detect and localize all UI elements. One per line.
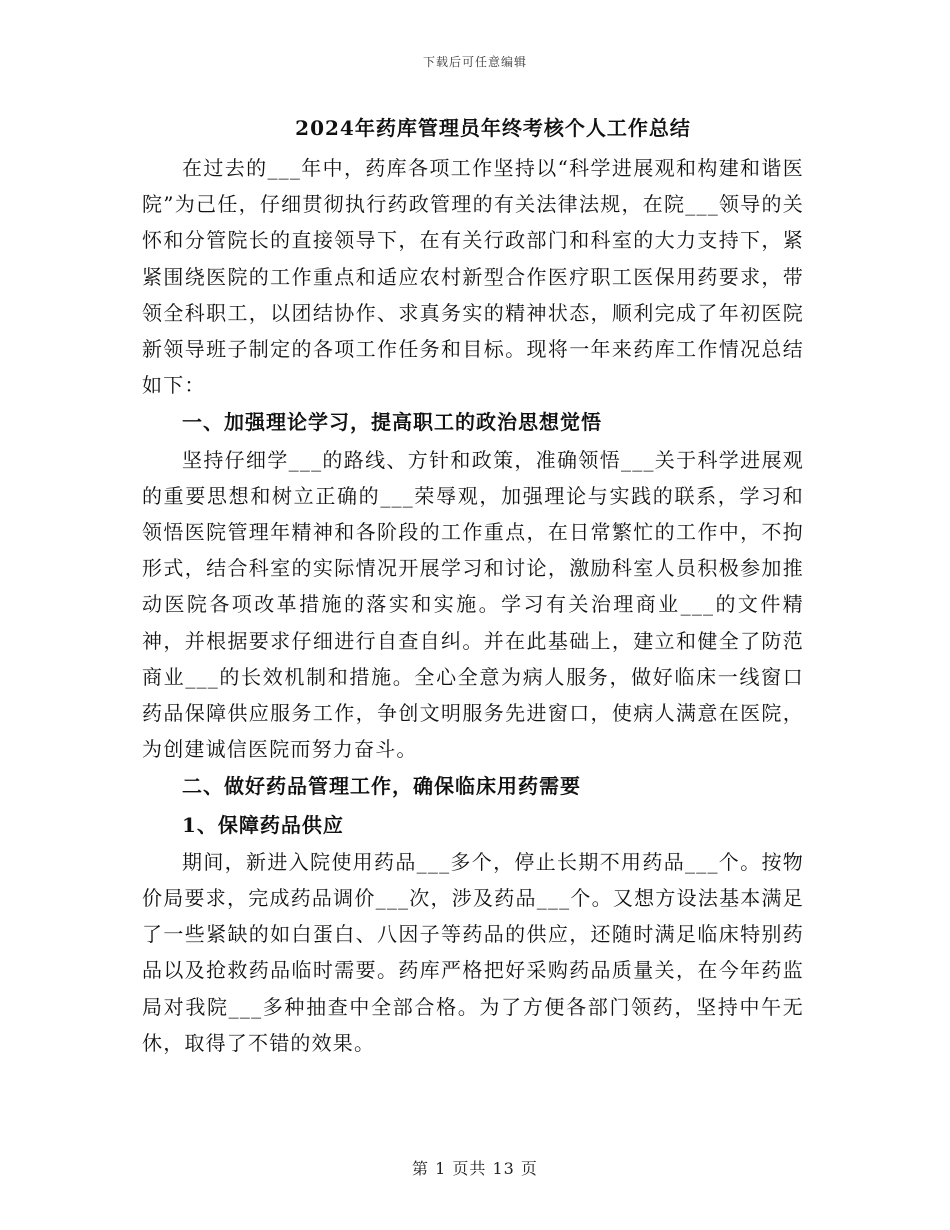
paragraph-drug-supply: 期间，新进入院使用药品___多个，停止长期不用药品___个。按物价局要求，完成药品调价___次，涉及药品___个。又想方设法基本满足了一些紧缺的如白蛋白、八因子等药品的供应，还随时满足临床特别药品以及抢救药品临时需要。药库严格把好采购药品质量关，在今年药监局对我院___多种抽查中全部合格。为了方便各部门领药，坚持中午无休，取得了不错的效果。 [142, 849, 804, 1055]
section-heading-2: 二、做好药品管理工作，确保临床用药需要 [182, 774, 581, 799]
document-title: 2024年药库管理员年终考核个人工作总结 [295, 116, 691, 140]
header-note: 下载后可任意编辑 [422, 55, 527, 69]
section-heading-1: 一、加强理论学习，提高职工的政治思想觉悟 [182, 410, 602, 435]
page-number-footer: 第 1 页共 13 页 [412, 1159, 538, 1178]
subsection-heading-1: 1、保障药品供应 [182, 812, 344, 837]
paragraph-intro: 在过去的___年中，药库各项工作坚持以“科学进展观和构建和谐医院”为己任，仔细贯彻执行药政管理的有关法律法规，在院___领导的关怀和分管院长的直接领导下，在有关行政部门和科室的大力支持下，紧紧围绕医院的工作重点和适应农村新型合作医疗职工医保用药要求，带领全科职工，以团结协作、求真务实的精神状态，顺利完成了年初医院新领导班子制定的各项工作任务和目标。现将一年来药库工作情况总结如下： [142, 156, 804, 398]
document-body [142, 108, 804, 1061]
paragraph-theory-study: 坚持仔细学___的路线、方针和政策，准确领悟___关于科学进展观的重要思想和树立正确的___荣辱观，加强理论与实践的联系，学习和领悟医院管理年精神和各阶段的工作重点，在日常繁忙的工作中，不拘形式，结合科室的实际情况开展学习和讨论，激励科室人员积极参加推动医院各项改革措施的落实和实施。学习有关治理商业___的文件精神，并根据要求仔细进行自查自纠。并在此基础上，建立和健全了防范商业___的长效机制和措施。全心全意为病人服务，做好临床一线窗口药品保障供应服务工作，争创文明服务先进窗口，使病人满意在医院，为创建诚信医院而努力奋斗。 [142, 447, 804, 762]
